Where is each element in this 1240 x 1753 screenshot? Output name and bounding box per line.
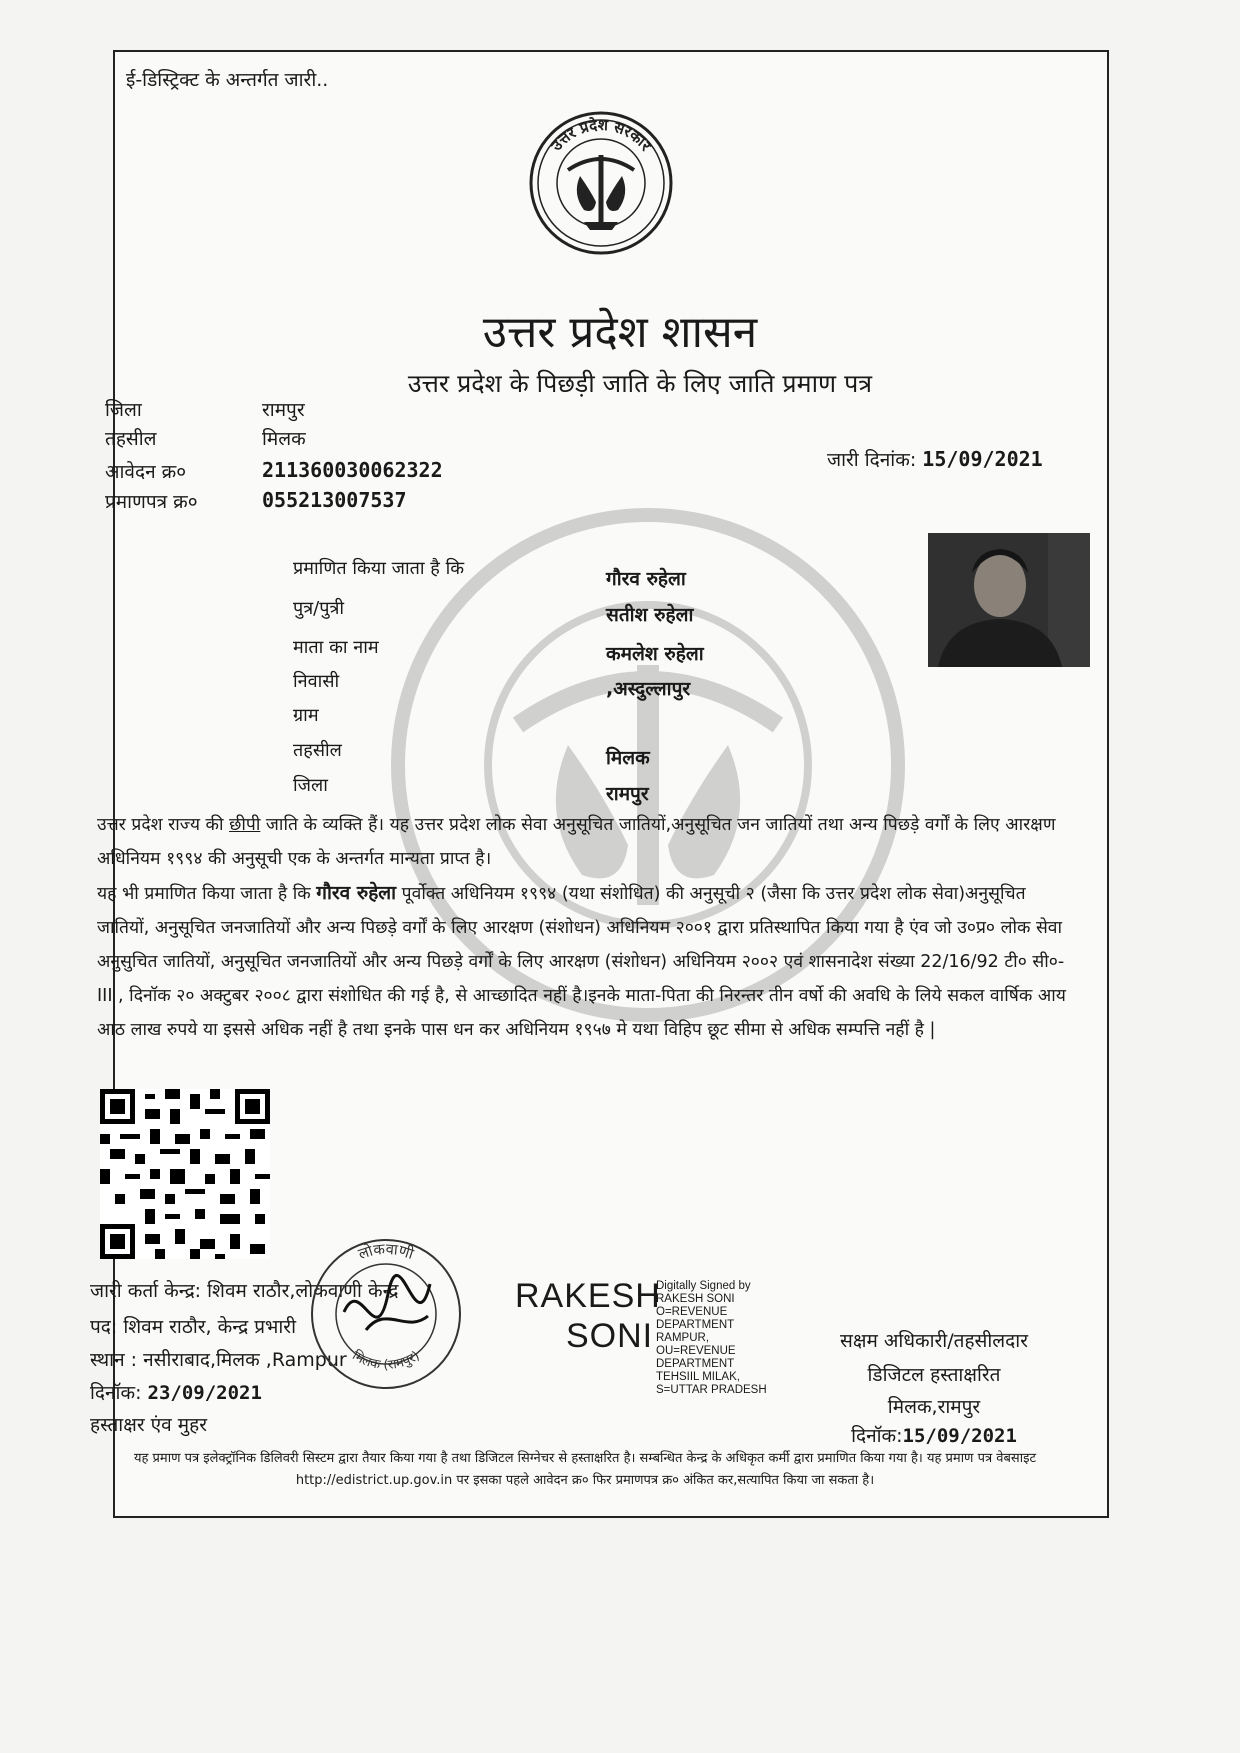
district-label: जिला bbox=[105, 399, 142, 421]
village-label: ग्राम bbox=[293, 705, 319, 726]
field-district-label: जिला bbox=[293, 775, 328, 796]
field-tehsil-value: मिलक bbox=[606, 747, 650, 769]
tehsil-value: मिलक bbox=[262, 428, 306, 450]
emblem-text: उत्तर प्रदेश सरकार bbox=[547, 115, 655, 155]
up-emblem-icon bbox=[528, 110, 674, 260]
authority-place: मिलक,रामपुर bbox=[887, 1396, 981, 1418]
qr-code-icon bbox=[100, 1089, 270, 1259]
footer-note: यह प्रमाण पत्र इलेक्ट्रॉनिक डिलिवरी सिस्टम द्वारा तैयार किया गया है तथा डिजिटल सिग्नेचर से हस्ताक्षरित है। सम्बन्धित केन्द्र के अधिकृत कर्मी द्वारा प्रमाणित किया गया है। यह प्रमाण पत्र वेबसाइट http://edistrict.up.gov.in पर इसका पहले आवेदन क्र० फिर प्रमाणपत्र क्र० अंकित कर,सत्यापित किया जा सकता है। bbox=[133, 1451, 1037, 1488]
son-daughter-label: पुत्र/पुत्री bbox=[293, 598, 345, 619]
caste-paragraph: उत्तर प्रदेश राज्य की छीपी जाति के व्यक्ति हैं। यह उत्तर प्रदेश लोक सेवा अनुसूचित जातियों,अनुसूचित जन जातियों तथा अन्य पिछड़े वर्गों के लिए आरक्षण अधिनियम १९९४ की अनुसूची एक के अन्तर्गत मान्यता प्राप्त है। bbox=[97, 815, 1056, 869]
income-paragraph: यह भी प्रमाणित किया जाता है कि गौरव रुहेला पूर्वोक्त अधिनियम १९९४ (यथा संशोधित) की अनुसूची २ (जैसा कि उत्तर प्रदेश लोक सेवा)अनुसूचित जातियों, अनुसूचित जनजातियों और अन्य पिछड़े वर्गों के लिए आरक्षण (संशोधन) अधिनियम २००१ द्वारा प्रतिस्थापित किया गया है एंव जो उ०प्र० लोक सेवा अनुसुचित जातियों, अनुसूचित जनजातियों और अन्य पिछड़े वर्गों के लिए आरक्षण (संशोधन) अधिनियम २००२ एवं शासनादेश संख्या 22/16/92 टी० सी०-III , दिनॉक २० अक्टुबर २००८ द्वारा संशोधित की गई है, से आच्छादित नहीं है।इनके माता-पिता की निरन्तर तीन वर्षो की अवधि के लिये सकल वार्षिक आय आठ लाख रुपये या इससे अधिक नहीं है तथा इनके पास धन कर अधिनियम १९५७ मे यथा विहिप छूट सीमा से अधिक सम्पत्ति नहीं है | bbox=[97, 882, 1066, 1040]
mother-name-label: माता का नाम bbox=[293, 637, 379, 658]
header-note: ई-डिस्ट्रिक्ट के अन्तर्गत जारी.. bbox=[126, 69, 329, 91]
svg-text:मिलक (रामपुर): मिलक (रामपुर) bbox=[349, 1348, 423, 1373]
field-tehsil-label: तहसील bbox=[293, 740, 342, 761]
mother-name: कमलेश रुहेला bbox=[606, 643, 704, 665]
issuer-centre: जारी कर्ता केन्द्र: शिवम राठौर,लोकवाणी केन्द्र bbox=[90, 1280, 399, 1302]
issue-date bbox=[827, 446, 1043, 472]
signer-name-line1: RAKESH bbox=[515, 1277, 661, 1315]
authority-sign: डिजिटल हस्ताक्षरित bbox=[867, 1364, 1001, 1386]
application-no-value: 211360030062322 bbox=[262, 458, 443, 482]
resident-label: निवासी bbox=[293, 671, 340, 692]
resident-value: ,अस्दुल्लापुर bbox=[606, 678, 691, 700]
issuer-post: पद: शिवम राठौर, केन्द्र प्रभारी bbox=[90, 1316, 297, 1338]
certified-that-label: प्रमाणित किया जाता है कि bbox=[293, 558, 465, 579]
digital-signature-details: Digitally Signed by RAKESH SONI O=REVENUE DEPARTMENT RAMPUR, OU=REVENUE DEPARTMENT TEHSIIL MILAK, S=UTTAR PRADESH bbox=[656, 1280, 767, 1396]
svg-text:लोकवाणी: लोकवाणी bbox=[356, 1239, 416, 1264]
issue-date-value: 15/09/2021 bbox=[922, 447, 1043, 471]
field-district-value: रामपुर bbox=[606, 783, 649, 805]
authority-date: दिनॉक:15/09/2021 bbox=[851, 1425, 1017, 1447]
svg-text:उत्तर प्रदेश सरकार bbox=[547, 116, 656, 155]
applicant-name: गौरव रुहेला bbox=[606, 568, 686, 590]
issue-date-label: जारी दिनांक: bbox=[827, 449, 917, 471]
certificate-subtitle: उत्तर प्रदेश के पिछड़ी जाति के लिए जाति प्रमाण पत्र bbox=[407, 369, 873, 398]
caste-name: छीपी bbox=[229, 815, 261, 835]
application-no-label: आवेदन क्र० bbox=[105, 461, 187, 483]
applicant-photo bbox=[928, 533, 1090, 667]
father-name: सतीश रुहेला bbox=[606, 604, 694, 626]
certificate-no-label: प्रमाणपत्र क्र० bbox=[105, 491, 198, 513]
authority-title: सक्षम अधिकारी/तहसीलदार bbox=[840, 1330, 1028, 1352]
issuer-place: स्थान : नसीराबाद,मिलक ,Rampur bbox=[90, 1349, 347, 1371]
issuer-sign-label: हस्ताक्षर एंव मुहर bbox=[90, 1414, 207, 1436]
issuer-date: दिनॉक: 23/09/2021 bbox=[90, 1382, 262, 1404]
tehsil-label: तहसील bbox=[105, 428, 157, 450]
page-title: उत्तर प्रदेश शासन bbox=[482, 307, 758, 358]
seal-stamp-icon bbox=[306, 1234, 466, 1398]
applicant-name-inline: गौरव रुहेला bbox=[316, 882, 397, 904]
district-value: रामपुर bbox=[262, 399, 305, 421]
signer-name-line2: SONI bbox=[566, 1317, 654, 1355]
certificate-no-value: 055213007537 bbox=[262, 488, 407, 512]
